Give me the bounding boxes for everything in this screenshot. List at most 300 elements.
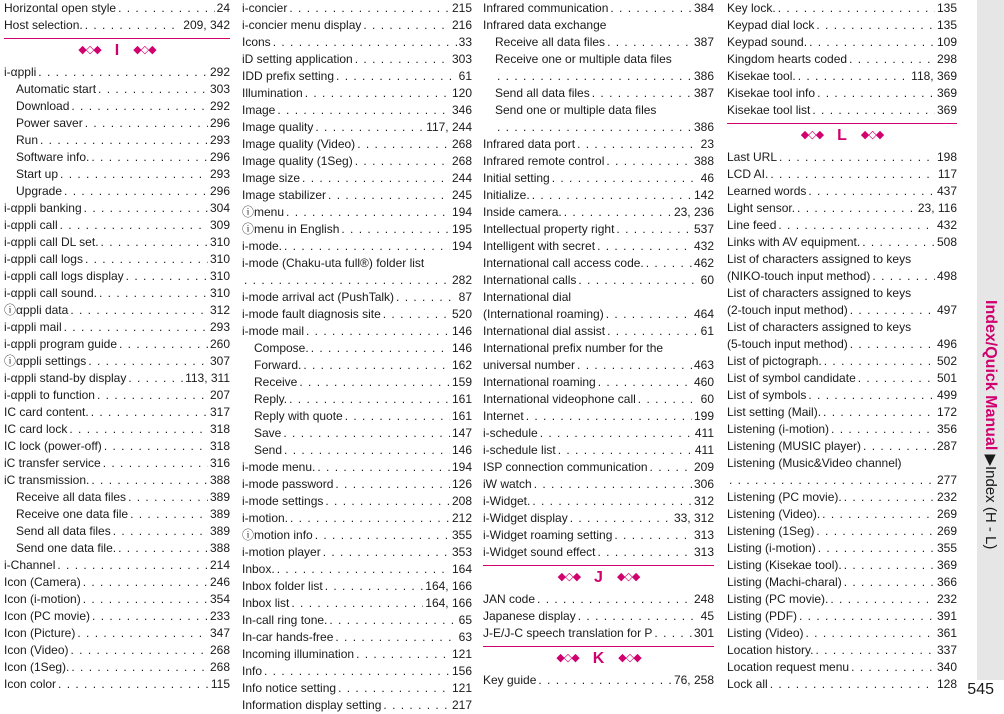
page-ref[interactable]: 298 bbox=[936, 52, 957, 66]
page-ref[interactable]: 366 bbox=[936, 575, 957, 589]
page-ref[interactable]: 217 bbox=[451, 698, 472, 712]
page-ref[interactable]: 246 bbox=[209, 575, 230, 589]
leader-dots bbox=[355, 153, 450, 170]
index-term: Listing (PDF) bbox=[727, 609, 798, 623]
page-ref[interactable]: 356 bbox=[936, 422, 957, 436]
page-ref[interactable]: 212 bbox=[451, 511, 472, 525]
page-ref[interactable]: 245 bbox=[451, 188, 472, 202]
leader-dots bbox=[98, 81, 208, 98]
page-ref[interactable]: 316 bbox=[209, 456, 230, 470]
page-ref[interactable]: 63 bbox=[458, 630, 472, 644]
page-ref[interactable]: 293 bbox=[209, 133, 230, 147]
index-entry bbox=[727, 404, 957, 421]
index-entry bbox=[483, 34, 714, 51]
index-entry bbox=[242, 221, 472, 238]
page-ref[interactable]: 354 bbox=[209, 592, 230, 606]
index-entry bbox=[242, 187, 472, 204]
index-term: iW watch bbox=[483, 477, 532, 491]
page-ref[interactable]: 292 bbox=[209, 65, 230, 79]
index-entry-term: List of characters assigned to keys bbox=[727, 252, 912, 266]
index-entry bbox=[4, 336, 230, 353]
page-ref[interactable]: 387 bbox=[693, 35, 714, 49]
page-ref[interactable]: 346 bbox=[451, 103, 472, 117]
page-ref[interactable]: 244 bbox=[451, 171, 472, 185]
index-entry bbox=[242, 170, 472, 187]
index-term: Listening (MUSIC player) bbox=[727, 439, 862, 453]
page-ref[interactable]: 508 bbox=[936, 235, 957, 249]
leader-dots bbox=[592, 85, 692, 102]
leader-dots bbox=[85, 17, 182, 34]
page-ref[interactable]: 361 bbox=[936, 626, 957, 640]
leader-dots bbox=[537, 591, 692, 608]
leader-dots bbox=[564, 204, 672, 221]
page-ref[interactable]: 248 bbox=[693, 592, 714, 606]
page-ref[interactable]: 389 bbox=[209, 507, 230, 521]
page-ref[interactable]: 355 bbox=[936, 541, 957, 555]
index-entry bbox=[727, 353, 957, 370]
page-ref[interactable]: 501 bbox=[936, 371, 957, 385]
page-ref[interactable]: 172 bbox=[936, 405, 957, 419]
leader-dots bbox=[654, 625, 692, 642]
index-entry bbox=[242, 238, 472, 255]
index-term: List of symbol candidate bbox=[727, 371, 856, 385]
page-ref[interactable]: 309 bbox=[209, 218, 230, 232]
leader-dots bbox=[83, 591, 208, 608]
page-ref[interactable]: 310 bbox=[209, 286, 230, 300]
index-entry bbox=[727, 183, 957, 200]
page-ref[interactable]: 432 bbox=[693, 239, 714, 253]
page-ref[interactable]: 147 bbox=[451, 426, 472, 440]
page-ref[interactable]: 61 bbox=[458, 69, 472, 83]
index-entry bbox=[483, 408, 714, 425]
page-ref[interactable]: 60 bbox=[700, 392, 714, 406]
page-ref[interactable]: 411 bbox=[694, 426, 714, 440]
page-ref[interactable]: 355 bbox=[451, 528, 472, 542]
page-ref[interactable]: 117 bbox=[937, 167, 957, 181]
page-ref[interactable]: 306 bbox=[693, 477, 714, 491]
index-entry bbox=[483, 625, 714, 642]
index-term: International call access code. bbox=[483, 256, 644, 270]
page-ref[interactable]: 216 bbox=[451, 18, 472, 32]
page-ref[interactable]: 146 bbox=[451, 443, 472, 457]
leader-dots bbox=[325, 493, 450, 510]
page-ref[interactable]: 310 bbox=[209, 252, 230, 266]
index-term: Receive all data files bbox=[16, 490, 127, 504]
leader-dots bbox=[538, 672, 672, 689]
index-entry bbox=[483, 255, 714, 272]
leader-dots bbox=[84, 200, 208, 217]
index-entry bbox=[4, 302, 230, 319]
index-entry bbox=[242, 51, 472, 68]
page-ref[interactable]: 194 bbox=[451, 460, 472, 474]
leader-dots bbox=[606, 153, 692, 170]
index-term: Listing (Machi-charal) bbox=[727, 575, 842, 589]
index-term: IC lock (power-off) bbox=[4, 439, 102, 453]
page-ref[interactable]: 268 bbox=[451, 154, 472, 168]
leader-dots bbox=[64, 183, 208, 200]
index-term: Info notice setting bbox=[242, 681, 337, 695]
page-ref[interactable]: 208 bbox=[451, 494, 472, 508]
index-term: Infrared data port bbox=[483, 137, 576, 151]
page-ref[interactable]: 312 bbox=[693, 494, 714, 508]
page-ref[interactable]: 164, 166 bbox=[425, 579, 472, 593]
index-entry bbox=[4, 166, 230, 183]
page-ref[interactable]: 498 bbox=[936, 269, 957, 283]
leader-dots bbox=[88, 353, 208, 370]
index-entry bbox=[242, 306, 472, 323]
page-ref[interactable]: 268 bbox=[209, 660, 230, 674]
leader-dots bbox=[540, 425, 693, 442]
page-ref[interactable]: 337 bbox=[936, 643, 957, 657]
index-entry-term: Listening (Music&Video channel) bbox=[727, 456, 902, 470]
leader-dots bbox=[830, 591, 935, 608]
index-term: iC transmission. bbox=[4, 473, 90, 487]
page-ref[interactable]: 313 bbox=[693, 545, 714, 559]
index-entry-term: International prefix number for the bbox=[483, 341, 664, 355]
page-ref[interactable]: 386 bbox=[693, 69, 714, 83]
index-entry bbox=[4, 285, 230, 302]
page-ref[interactable]: 209 bbox=[693, 460, 714, 474]
index-term: i-αppli call bbox=[4, 218, 58, 232]
page-ref[interactable]: 387 bbox=[693, 86, 714, 100]
index-term: Upgrade bbox=[16, 184, 63, 198]
index-term: (5-touch input method) bbox=[727, 337, 848, 351]
index-entry bbox=[242, 323, 472, 340]
page-ref[interactable]: 318 bbox=[209, 422, 230, 436]
leader-dots bbox=[289, 0, 450, 17]
page-ref[interactable]: 23, 116 bbox=[917, 201, 957, 215]
index-entry bbox=[483, 459, 714, 476]
index-term: Initialize. bbox=[483, 188, 530, 202]
page-ref[interactable]: 33, 312 bbox=[673, 511, 714, 525]
page-ref[interactable]: 312 bbox=[209, 303, 230, 317]
letter: I bbox=[114, 41, 120, 59]
leader-dots bbox=[816, 17, 935, 34]
page-ref[interactable]: 369 bbox=[936, 103, 957, 117]
page-ref[interactable]: 462 bbox=[693, 256, 714, 270]
index-term: i-αppli call sound. bbox=[4, 286, 97, 300]
index-entry bbox=[727, 591, 957, 608]
index-term: Incoming illumination bbox=[242, 647, 355, 661]
page-ref[interactable]: 499 bbox=[936, 388, 957, 402]
page-ref[interactable]: 340 bbox=[936, 660, 957, 674]
leader-dots bbox=[778, 0, 935, 17]
page-ref[interactable]: 209, 342 bbox=[183, 18, 230, 32]
page-ref[interactable]: 386 bbox=[693, 120, 714, 134]
index-column-2 bbox=[242, 0, 472, 714]
letter: L bbox=[837, 126, 847, 144]
page-ref[interactable]: 307 bbox=[209, 354, 230, 368]
leader-dots bbox=[578, 272, 698, 289]
leader-dots bbox=[383, 306, 450, 323]
page-ref[interactable]: 76, 258 bbox=[673, 673, 714, 687]
page-ref[interactable]: 60 bbox=[700, 273, 714, 287]
page-ref[interactable]: 33 bbox=[458, 35, 472, 49]
page-ref[interactable]: 347 bbox=[209, 626, 230, 640]
letter-heading-j bbox=[483, 565, 714, 588]
page-ref[interactable]: 164 bbox=[451, 562, 472, 576]
index-entry bbox=[727, 523, 957, 540]
leader-dots bbox=[638, 391, 699, 408]
page-ref[interactable]: 61 bbox=[700, 324, 714, 338]
letter-heading-i bbox=[4, 38, 230, 61]
page-ref[interactable]: 135 bbox=[936, 18, 957, 32]
index-term: Keypad dial lock bbox=[727, 18, 815, 32]
index-term: i-schedule bbox=[483, 426, 538, 440]
page-ref[interactable]: 384 bbox=[693, 1, 714, 15]
leader-dots bbox=[872, 268, 935, 285]
page-ref[interactable]: 268 bbox=[209, 643, 230, 657]
index-term: Icon (Picture) bbox=[4, 626, 76, 640]
index-entry bbox=[4, 251, 230, 268]
leader-dots bbox=[532, 187, 692, 204]
index-entry bbox=[4, 217, 230, 234]
index-entry bbox=[242, 595, 472, 612]
page-ref[interactable]: 118, 369 bbox=[911, 69, 957, 83]
leader-dots bbox=[103, 455, 208, 472]
page-ref[interactable]: 293 bbox=[209, 167, 230, 181]
page-ref[interactable]: 159 bbox=[451, 375, 472, 389]
index-entry bbox=[727, 200, 957, 217]
leader-dots bbox=[808, 387, 935, 404]
index-term: Icon (Video) bbox=[4, 643, 69, 657]
leader-dots bbox=[336, 68, 457, 85]
index-term: i-αppli banking bbox=[4, 201, 82, 215]
index-term: i-mode arrival act (PushTalk) bbox=[242, 290, 395, 304]
page-ref[interactable]: 146 bbox=[451, 324, 472, 338]
page-ref[interactable]: 268 bbox=[451, 137, 472, 151]
page-ref[interactable]: 310 bbox=[209, 269, 230, 283]
index-entry bbox=[242, 153, 472, 170]
page-ref[interactable]: 303 bbox=[209, 82, 230, 96]
page-ref[interactable]: 232 bbox=[936, 592, 957, 606]
page-ref[interactable]: 198 bbox=[936, 150, 957, 164]
page-ref[interactable]: 146 bbox=[451, 341, 472, 355]
page-ref[interactable]: 117, 244 bbox=[426, 120, 472, 134]
page-ref[interactable]: 120 bbox=[451, 86, 472, 100]
index-entry bbox=[727, 85, 957, 102]
index-entry bbox=[242, 646, 472, 663]
page-ref[interactable]: 128 bbox=[936, 677, 957, 691]
index-column-3 bbox=[483, 0, 714, 689]
index-term: i-αppli to function bbox=[4, 388, 95, 402]
page-ref[interactable]: 46 bbox=[700, 171, 714, 185]
leader-dots bbox=[91, 149, 208, 166]
page-ref[interactable]: 303 bbox=[451, 52, 472, 66]
index-term: ⓘαppli settings bbox=[4, 354, 87, 368]
page-ref[interactable]: 296 bbox=[209, 116, 230, 130]
leader-dots bbox=[244, 272, 450, 289]
leader-dots bbox=[58, 676, 209, 693]
index-term: i-αppli stand-by display bbox=[4, 371, 127, 385]
page-ref[interactable]: 162 bbox=[451, 358, 472, 372]
index-entry bbox=[727, 166, 957, 183]
leader-dots bbox=[283, 425, 450, 442]
page-ref[interactable]: 317 bbox=[209, 405, 230, 419]
leader-dots bbox=[60, 166, 208, 183]
page-ref[interactable]: 233 bbox=[209, 609, 230, 623]
page-ref[interactable]: 287 bbox=[936, 439, 957, 453]
page-ref[interactable]: 121 bbox=[451, 647, 472, 661]
page-ref[interactable]: 113, 311 bbox=[185, 371, 230, 385]
index-entry bbox=[483, 493, 714, 510]
page-ref[interactable]: 121 bbox=[451, 681, 472, 695]
page-ref[interactable]: 496 bbox=[936, 337, 957, 351]
index-entry bbox=[242, 561, 472, 578]
page-ref[interactable]: 214 bbox=[209, 558, 230, 572]
leader-dots bbox=[315, 119, 424, 136]
page-ref[interactable]: 388 bbox=[209, 541, 230, 555]
leader-dots bbox=[64, 319, 208, 336]
page-ref[interactable]: 437 bbox=[936, 184, 957, 198]
page-ref[interactable]: 432 bbox=[936, 218, 957, 232]
page-ref[interactable]: 497 bbox=[936, 303, 957, 317]
leader-dots bbox=[119, 336, 208, 353]
index-entry bbox=[483, 510, 714, 527]
page-ref[interactable]: 304 bbox=[209, 201, 230, 215]
index-term: Kisekae tool info bbox=[727, 86, 816, 100]
index-entry bbox=[483, 442, 714, 459]
page-ref[interactable]: 269 bbox=[936, 507, 957, 521]
page-ref[interactable]: 520 bbox=[451, 307, 472, 321]
index-term: i-αppli call logs display bbox=[4, 269, 124, 283]
index-entry bbox=[727, 642, 957, 659]
index-entry bbox=[727, 102, 957, 119]
page-ref[interactable]: 194 bbox=[451, 205, 472, 219]
index-term: i-mode menu. bbox=[242, 460, 316, 474]
index-term: Location request menu bbox=[727, 660, 850, 674]
leader-dots bbox=[607, 323, 699, 340]
page-ref[interactable]: 215 bbox=[451, 1, 472, 15]
index-term: i-concier bbox=[242, 1, 288, 15]
index-entry bbox=[727, 336, 957, 353]
page-ref[interactable]: 23 bbox=[700, 137, 714, 151]
page-ref[interactable]: 464 bbox=[693, 307, 714, 321]
index-entry bbox=[483, 374, 714, 391]
page-ref[interactable]: 232 bbox=[936, 490, 957, 504]
page-ref[interactable]: 260 bbox=[209, 337, 230, 351]
page-ref[interactable]: 296 bbox=[209, 184, 230, 198]
index-term: Keypad sound. bbox=[727, 35, 808, 49]
index-entry bbox=[242, 17, 472, 34]
index-term: Image quality (Video) bbox=[242, 137, 356, 151]
page-ref[interactable]: 388 bbox=[693, 154, 714, 168]
index-term: i-Widget sound effect bbox=[483, 545, 596, 559]
page-ref[interactable]: 277 bbox=[936, 473, 957, 487]
page-ref[interactable]: 23, 236 bbox=[673, 205, 714, 219]
index-entry bbox=[483, 544, 714, 561]
index-entry bbox=[4, 574, 230, 591]
page-ref[interactable]: 142 bbox=[693, 188, 714, 202]
page-ref[interactable]: 156 bbox=[451, 664, 472, 678]
page-ref[interactable]: 164, 166 bbox=[425, 596, 472, 610]
leader-dots bbox=[38, 64, 208, 81]
page-ref[interactable]: 353 bbox=[451, 545, 472, 559]
page-ref[interactable]: 301 bbox=[693, 626, 714, 640]
index-term: Icon (1Seg). bbox=[4, 660, 70, 674]
page-ref[interactable]: 269 bbox=[936, 524, 957, 538]
leader-dots bbox=[299, 374, 450, 391]
page-ref[interactable]: 296 bbox=[209, 150, 230, 164]
page-ref[interactable]: 194 bbox=[451, 239, 472, 253]
page-ref[interactable]: 411 bbox=[694, 443, 714, 457]
page-ref[interactable]: 313 bbox=[693, 528, 714, 542]
page-ref[interactable]: 537 bbox=[693, 222, 714, 236]
leader-dots bbox=[97, 387, 208, 404]
leader-dots bbox=[104, 438, 208, 455]
page-ref[interactable]: 135 bbox=[936, 1, 957, 15]
page-ref[interactable]: 369 bbox=[936, 86, 957, 100]
leader-dots bbox=[806, 625, 935, 642]
page-ref[interactable]: 292 bbox=[209, 99, 230, 113]
page-ref[interactable]: 389 bbox=[209, 490, 230, 504]
page-ref[interactable]: 161 bbox=[451, 392, 472, 406]
page-ref[interactable]: 87 bbox=[458, 290, 472, 304]
index-entry bbox=[4, 353, 230, 370]
page-ref[interactable]: 109 bbox=[936, 35, 957, 49]
page-ref[interactable]: 282 bbox=[451, 273, 472, 287]
leader-dots bbox=[526, 408, 692, 425]
index-term: i-motion. bbox=[242, 511, 289, 525]
index-term: i-αppli call DL set. bbox=[4, 235, 99, 249]
leader-dots bbox=[305, 85, 450, 102]
page-ref[interactable]: 460 bbox=[693, 375, 714, 389]
leader-dots bbox=[578, 608, 699, 625]
index-entry bbox=[242, 629, 472, 646]
page-ref[interactable]: 24 bbox=[216, 1, 230, 15]
leader-dots bbox=[130, 506, 208, 523]
page-ref[interactable]: 318 bbox=[209, 439, 230, 453]
page-ref[interactable]: 293 bbox=[209, 320, 230, 334]
page-ref[interactable]: 65 bbox=[458, 613, 472, 627]
leader-dots bbox=[355, 51, 450, 68]
section-title: Index/Quick Manual bbox=[982, 300, 999, 451]
index-entry bbox=[242, 85, 472, 102]
page-ref[interactable]: 391 bbox=[936, 609, 957, 623]
leader-dots bbox=[71, 98, 208, 115]
page-ref[interactable]: 463 bbox=[693, 358, 714, 372]
leader-dots bbox=[607, 34, 692, 51]
ornament-icon: ◆◇◆ bbox=[618, 651, 641, 664]
page-ref[interactable]: 389 bbox=[209, 524, 230, 538]
leader-dots bbox=[91, 404, 208, 421]
leader-dots bbox=[315, 527, 450, 544]
leader-dots bbox=[40, 132, 208, 149]
index-term: Initial setting bbox=[483, 171, 550, 185]
page-ref[interactable]: 207 bbox=[209, 388, 230, 402]
page-ref[interactable]: 161 bbox=[451, 409, 472, 423]
ornament-icon: ◆◇◆ bbox=[860, 128, 884, 141]
page-ref[interactable]: 195 bbox=[451, 222, 472, 236]
page-ref[interactable]: 310 bbox=[209, 235, 230, 249]
index-entry bbox=[242, 119, 472, 136]
index-entry bbox=[483, 153, 714, 170]
index-term: Receive all data files bbox=[495, 35, 606, 49]
leader-dots bbox=[356, 646, 450, 663]
page-ref[interactable]: 199 bbox=[693, 409, 714, 423]
page-ref[interactable]: 45 bbox=[700, 609, 714, 623]
page-ref[interactable]: 126 bbox=[451, 477, 472, 491]
ornament-icon: ◆◇◆ bbox=[800, 128, 824, 141]
index-entry bbox=[242, 544, 472, 561]
page-ref[interactable]: 115 bbox=[210, 677, 230, 691]
leader-dots bbox=[325, 578, 424, 595]
leader-dots bbox=[83, 574, 208, 591]
page-ref[interactable]: 388 bbox=[209, 473, 230, 487]
page-ref[interactable]: 502 bbox=[936, 354, 957, 368]
page-ref[interactable]: 369 bbox=[936, 558, 957, 572]
index-entry bbox=[727, 268, 957, 285]
